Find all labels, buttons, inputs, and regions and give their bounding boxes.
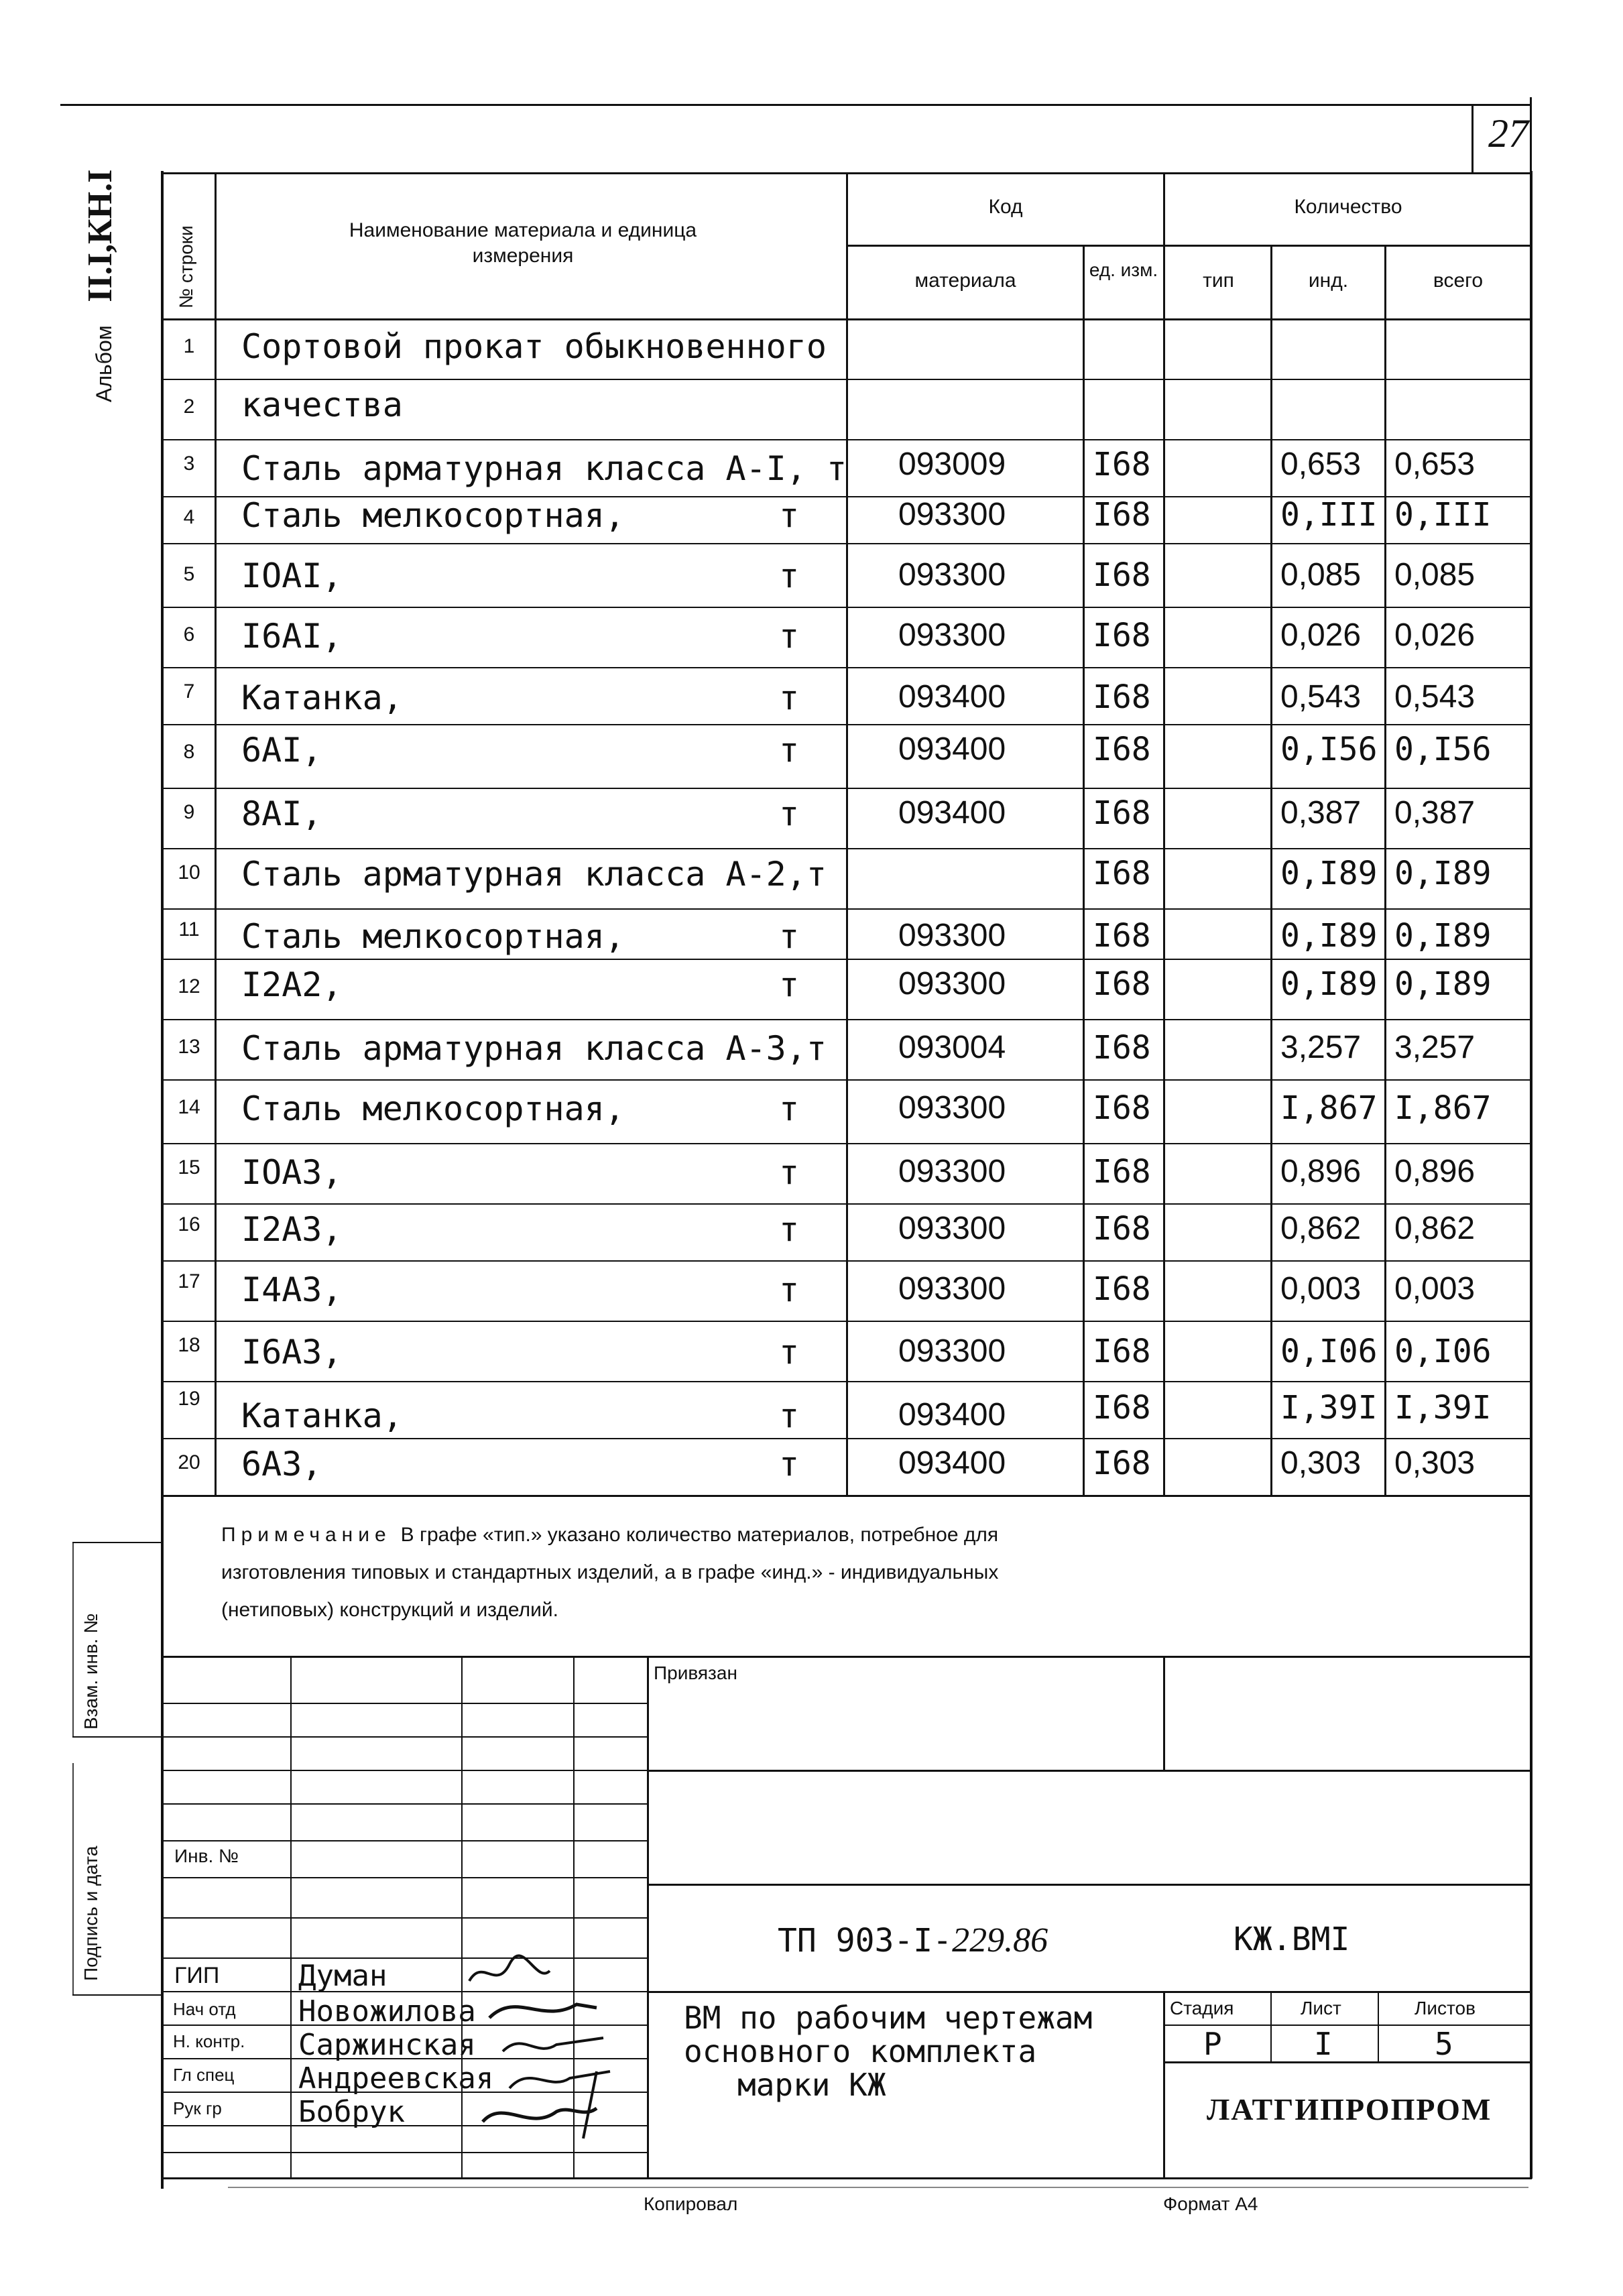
stamp-hline — [161, 1877, 647, 1878]
person-n-kontr: Саржинская — [298, 2028, 476, 2062]
row-unit: I68 — [1093, 1153, 1151, 1191]
row-sep — [161, 848, 1532, 849]
row-qty-ind: 0,I06 — [1280, 1333, 1378, 1370]
side-line — [72, 1763, 74, 1994]
row-unit-t: т — [779, 1396, 800, 1435]
row-qty-ind: 0,896 — [1280, 1154, 1362, 1189]
header-qty-typ: тип — [1203, 269, 1234, 292]
doc-number-hand: 229.86 — [952, 1921, 1048, 1959]
stamp-col — [647, 1656, 649, 2179]
page-box-left — [1471, 104, 1474, 172]
header-qty: Количество — [1294, 196, 1402, 218]
sheet-label: Лист — [1301, 1998, 1341, 2018]
row-sep — [161, 1438, 1532, 1439]
row-code: 093400 — [898, 1445, 1006, 1481]
sheets-label: Листов — [1415, 1998, 1476, 2018]
row-unit: I68 — [1093, 1333, 1151, 1370]
row-number: 6 — [183, 623, 195, 646]
row-qty-total: 0,I56 — [1394, 731, 1492, 768]
row-qty-total: 0,I89 — [1394, 917, 1492, 955]
row-qty-ind: 0,543 — [1280, 679, 1362, 715]
row-unit-t: т — [779, 1153, 800, 1192]
row-code: 093300 — [898, 1090, 1006, 1126]
row-sep — [161, 667, 1532, 668]
row-number: 9 — [183, 801, 195, 823]
row-unit: I68 — [1093, 1445, 1151, 1482]
row-sep — [161, 1079, 1532, 1081]
row-code: 093300 — [898, 497, 1006, 532]
row-name: 6AI, — [241, 731, 322, 770]
row-qty-ind: 0,I56 — [1280, 731, 1378, 768]
row-unit: I68 — [1093, 1089, 1151, 1127]
row-code: 093300 — [898, 1154, 1006, 1189]
col-code-line — [846, 172, 848, 1496]
row-qty-ind: 0,862 — [1280, 1211, 1362, 1246]
stamp-bottom-line — [161, 2177, 1532, 2179]
row-sep — [161, 379, 1532, 380]
row-name: Сталь арматурная класса А-I, т — [241, 449, 847, 488]
row-sep — [161, 959, 1532, 960]
row-name: IOAI, — [241, 556, 343, 595]
row-qty-total: I,867 — [1394, 1089, 1492, 1127]
row-qty-ind: I,867 — [1280, 1089, 1378, 1127]
row-unit: I68 — [1093, 617, 1151, 654]
row-sep — [161, 1019, 1532, 1020]
row-code: 093300 — [898, 1211, 1006, 1246]
row-number: 18 — [178, 1334, 200, 1356]
footer-format: Формат А4 — [1163, 2193, 1258, 2214]
row-code: 093300 — [898, 1271, 1006, 1307]
row-unit-t: т — [779, 678, 800, 717]
row-qty-total: 0,387 — [1394, 795, 1476, 831]
row-number: 3 — [183, 452, 195, 475]
row-qty-ind: 0,303 — [1280, 1445, 1362, 1481]
row-number: 10 — [178, 861, 200, 884]
row-code: 093400 — [898, 679, 1006, 715]
stamp-hline — [161, 1840, 647, 1841]
org-name: ЛАТГИПРОПРОМ — [1207, 2092, 1492, 2126]
page-number: 27 — [1488, 111, 1528, 156]
row-unit: I68 — [1093, 855, 1151, 892]
row-unit-t: т — [779, 1210, 800, 1249]
row-unit-t: т — [779, 794, 800, 833]
row-number: 14 — [178, 1096, 200, 1118]
row-code: 093400 — [898, 1397, 1006, 1433]
row-code: 093300 — [898, 617, 1006, 653]
row-name: Сталь мелкосортная, — [241, 496, 625, 535]
row-name: IOA3, — [241, 1153, 343, 1192]
row-sep — [161, 1203, 1532, 1205]
stamp-hline — [161, 1803, 647, 1805]
side-podpis-label: Подпись и дата — [80, 1846, 101, 1981]
col-ind-line — [1270, 245, 1272, 1496]
stage-value: Р — [1203, 2026, 1222, 2062]
header-code: Код — [988, 196, 1023, 218]
row-qty-ind: 0,026 — [1280, 617, 1362, 653]
row-unit: I68 — [1093, 965, 1151, 1003]
doc-number — [778, 1921, 1048, 1960]
row-number: 16 — [178, 1213, 200, 1235]
row-name: Катанка, — [241, 678, 403, 717]
stamp-hline — [647, 1991, 1532, 1993]
row-qty-ind: 3,257 — [1280, 1030, 1362, 1065]
row-number: 7 — [183, 680, 195, 703]
row-unit-t: т — [779, 496, 800, 535]
role-ruk-gr: Рук гр — [173, 2098, 222, 2118]
row-number: 1 — [183, 335, 195, 357]
row-qty-total: 0,I89 — [1394, 855, 1492, 892]
row-name: I2A3, — [241, 1210, 343, 1249]
row-number: 8 — [183, 741, 195, 763]
person-gl-spec: Андреевская — [298, 2061, 494, 2096]
row-name: 6A3, — [241, 1445, 322, 1484]
doc-title — [684, 2001, 1092, 2102]
row-code: 093004 — [898, 1030, 1006, 1065]
side-line — [72, 1994, 163, 1996]
side-line — [72, 1542, 163, 1543]
row-qty-total: 0,862 — [1394, 1211, 1476, 1246]
row-unit: I68 — [1093, 1029, 1151, 1067]
stamp-hline — [161, 1917, 647, 1919]
row-number: 20 — [178, 1451, 200, 1473]
row-unit-t: т — [779, 965, 800, 1004]
row-name: Сталь мелкосортная, — [241, 917, 625, 956]
row-qty-total: 0,III — [1394, 496, 1492, 534]
row-unit-t: т — [779, 731, 800, 770]
row-number: 12 — [178, 975, 200, 998]
row-unit: I68 — [1093, 1270, 1151, 1308]
doc-number-prefix: ТП 903-I- — [778, 1922, 953, 1959]
row-unit: I68 — [1093, 917, 1151, 955]
row-code: 093300 — [898, 557, 1006, 593]
row-name: Сталь арматурная класса А-2,т — [241, 855, 827, 894]
row-number: 4 — [183, 506, 195, 528]
stamp-col — [1270, 1991, 1272, 2061]
row-number: 5 — [183, 563, 195, 585]
header-code-unit: ед. изм. — [1089, 259, 1158, 280]
row-unit-t: т — [779, 1445, 800, 1484]
header-qty-total: всего — [1433, 269, 1484, 292]
row-code: 093400 — [898, 795, 1006, 831]
col-rowno-line — [215, 172, 217, 1496]
row-sep — [161, 724, 1532, 725]
note-label: Примечание — [221, 1524, 392, 1546]
page-box-right — [1530, 97, 1532, 172]
col-qty-line — [1163, 172, 1165, 1496]
col-unit-line — [1083, 245, 1085, 1496]
row-qty-total: 0,896 — [1394, 1154, 1476, 1189]
sheet-value: I — [1314, 2026, 1333, 2062]
row-sep — [161, 439, 1532, 440]
row-unit: I68 — [1093, 446, 1151, 483]
row-qty-ind: 0,III — [1280, 496, 1378, 534]
row-unit: I68 — [1093, 678, 1151, 716]
row-qty-ind: 0,I89 — [1280, 965, 1378, 1003]
doc-title-line-3: марки КЖ — [737, 2067, 886, 2103]
album-code: II.I,КН.I — [81, 169, 119, 302]
row-code: 093300 — [898, 966, 1006, 1002]
row-unit-t: т — [779, 917, 800, 956]
row-qty-total: 0,543 — [1394, 679, 1476, 715]
row-unit-t: т — [779, 617, 800, 656]
doc-mark: КЖ.ВМI — [1234, 1921, 1350, 1958]
role-gl-spec: Гл спец — [173, 2065, 235, 2085]
stamp-hline — [161, 1736, 647, 1738]
person-ruk-gr: Бобрук — [298, 2095, 405, 2129]
header-mid-line — [846, 245, 1530, 247]
row-qty-ind: 0,387 — [1280, 795, 1362, 831]
row-sep — [161, 1381, 1532, 1382]
row-qty-total: 0,003 — [1394, 1271, 1476, 1307]
row-unit: I68 — [1093, 731, 1151, 768]
privyazan-label: Привязан — [654, 1663, 737, 1683]
row-unit: I68 — [1093, 1210, 1151, 1248]
row-qty-ind: 0,I89 — [1280, 917, 1378, 955]
person-gip: Думан — [298, 1959, 387, 1993]
footer-copied: Копировал — [644, 2193, 738, 2214]
row-qty-total: I,39I — [1394, 1389, 1492, 1427]
header-code-material: материала — [914, 269, 1016, 292]
top-rule — [60, 104, 1532, 106]
row-number: 13 — [178, 1036, 200, 1058]
row-qty-ind: I,39I — [1280, 1389, 1378, 1427]
album-label: Альбом — [92, 325, 116, 402]
header-row-no: № строки — [176, 225, 196, 308]
row-sep — [161, 607, 1532, 608]
stamp-hline — [647, 1884, 1532, 1886]
stamp-top-line — [161, 1656, 1532, 1658]
row-code: 093300 — [898, 1333, 1006, 1369]
row-sep — [161, 543, 1532, 544]
stamp-col — [1163, 1656, 1165, 1770]
stamp-col — [1378, 1991, 1379, 2061]
row-name: I2A2, — [241, 965, 343, 1004]
doc-title-line-1: ВМ по рабочим чертежам — [684, 2000, 1093, 2036]
inv-no-label: Инв. № — [174, 1846, 239, 1866]
row-number: 15 — [178, 1156, 200, 1179]
row-qty-total: 0,026 — [1394, 617, 1476, 653]
row-code: 093400 — [898, 731, 1006, 767]
stamp-hline — [161, 1770, 647, 1771]
row-unit: I68 — [1093, 1389, 1151, 1427]
row-qty-total: 0,303 — [1394, 1445, 1476, 1481]
row-name: Сортовой прокат обыкновенного — [241, 327, 827, 366]
stamp-col — [1163, 1991, 1165, 2179]
header-bottom-line — [161, 318, 1532, 320]
signatures — [463, 1944, 644, 2145]
note-line-1: В графе «тип.» указано количество материалов, потребное для — [400, 1524, 999, 1546]
stamp-hline — [161, 2152, 647, 2153]
doc-title-line-2: основного комплекта — [684, 2033, 1037, 2069]
row-name: I6A3, — [241, 1333, 343, 1372]
row-name: Сталь арматурная класса А-3,т — [241, 1029, 827, 1068]
header-qty-ind: инд. — [1308, 269, 1349, 292]
row-name: I4A3, — [241, 1270, 343, 1309]
row-number: 19 — [178, 1388, 200, 1410]
row-name: 8AI, — [241, 794, 322, 833]
row-code: 093300 — [898, 918, 1006, 953]
role-gip: ГИП — [174, 1963, 220, 1988]
album-label-vertical — [80, 170, 120, 402]
row-sep — [161, 908, 1532, 910]
table-bottom-line — [161, 1495, 1532, 1497]
row-qty-total: 0,I89 — [1394, 965, 1492, 1003]
note-line-3: (нетиповых) конструкций и изделий. — [221, 1599, 558, 1621]
stage-label: Стадия — [1170, 1998, 1234, 2018]
row-unit: I68 — [1093, 794, 1151, 832]
col-total-line — [1384, 245, 1386, 1496]
row-sep — [161, 1260, 1532, 1262]
side-vzam-label: Взам. инв. № — [80, 1613, 101, 1730]
row-number: 17 — [178, 1270, 200, 1292]
row-sep — [161, 1321, 1532, 1322]
sheets-value: 5 — [1435, 2026, 1453, 2062]
row-qty-ind: 0,653 — [1280, 446, 1362, 482]
row-qty-ind: 0,003 — [1280, 1271, 1362, 1307]
row-qty-total: 0,085 — [1394, 557, 1476, 593]
row-qty-total: 0,653 — [1394, 446, 1476, 482]
role-nach-otd: Нач отд — [173, 1999, 236, 2019]
row-sep — [161, 788, 1532, 789]
note-line-2: изготовления типовых и стандартных изделий, а в графе «инд.» - индивидуальных — [221, 1561, 999, 1583]
row-qty-ind: 0,I89 — [1280, 855, 1378, 892]
row-qty-ind: 0,085 — [1280, 557, 1362, 593]
row-qty-total: 0,I06 — [1394, 1333, 1492, 1370]
row-unit-t: т — [779, 1089, 800, 1128]
row-name: качества — [241, 385, 403, 424]
stamp-hline — [161, 1703, 647, 1704]
row-name: Катанка, — [241, 1396, 403, 1435]
row-number: 11 — [178, 918, 200, 941]
row-unit-t: т — [779, 1270, 800, 1309]
role-n-kontr: Н. контр. — [173, 2031, 245, 2051]
row-unit-t: т — [779, 1333, 800, 1372]
footer-rule — [228, 2187, 1528, 2188]
person-nach-otd: Новожилова — [298, 1994, 476, 2029]
row-unit: I68 — [1093, 556, 1151, 594]
row-name: I6AI, — [241, 617, 343, 656]
row-sep — [161, 1143, 1532, 1144]
side-line — [72, 1542, 74, 1736]
note-block — [221, 1516, 998, 1629]
stamp-hline — [647, 1770, 1532, 1772]
side-line — [72, 1736, 163, 1738]
header-name: Наименование материала и единица измерения — [349, 219, 697, 267]
row-name: Сталь мелкосортная, — [241, 1089, 625, 1128]
row-code: 093009 — [898, 446, 1006, 482]
frame-right — [1530, 171, 1532, 2179]
row-qty-total: 3,257 — [1394, 1030, 1476, 1065]
row-unit: I68 — [1093, 496, 1151, 534]
row-number: 2 — [183, 396, 195, 418]
row-unit-t: т — [779, 556, 800, 595]
